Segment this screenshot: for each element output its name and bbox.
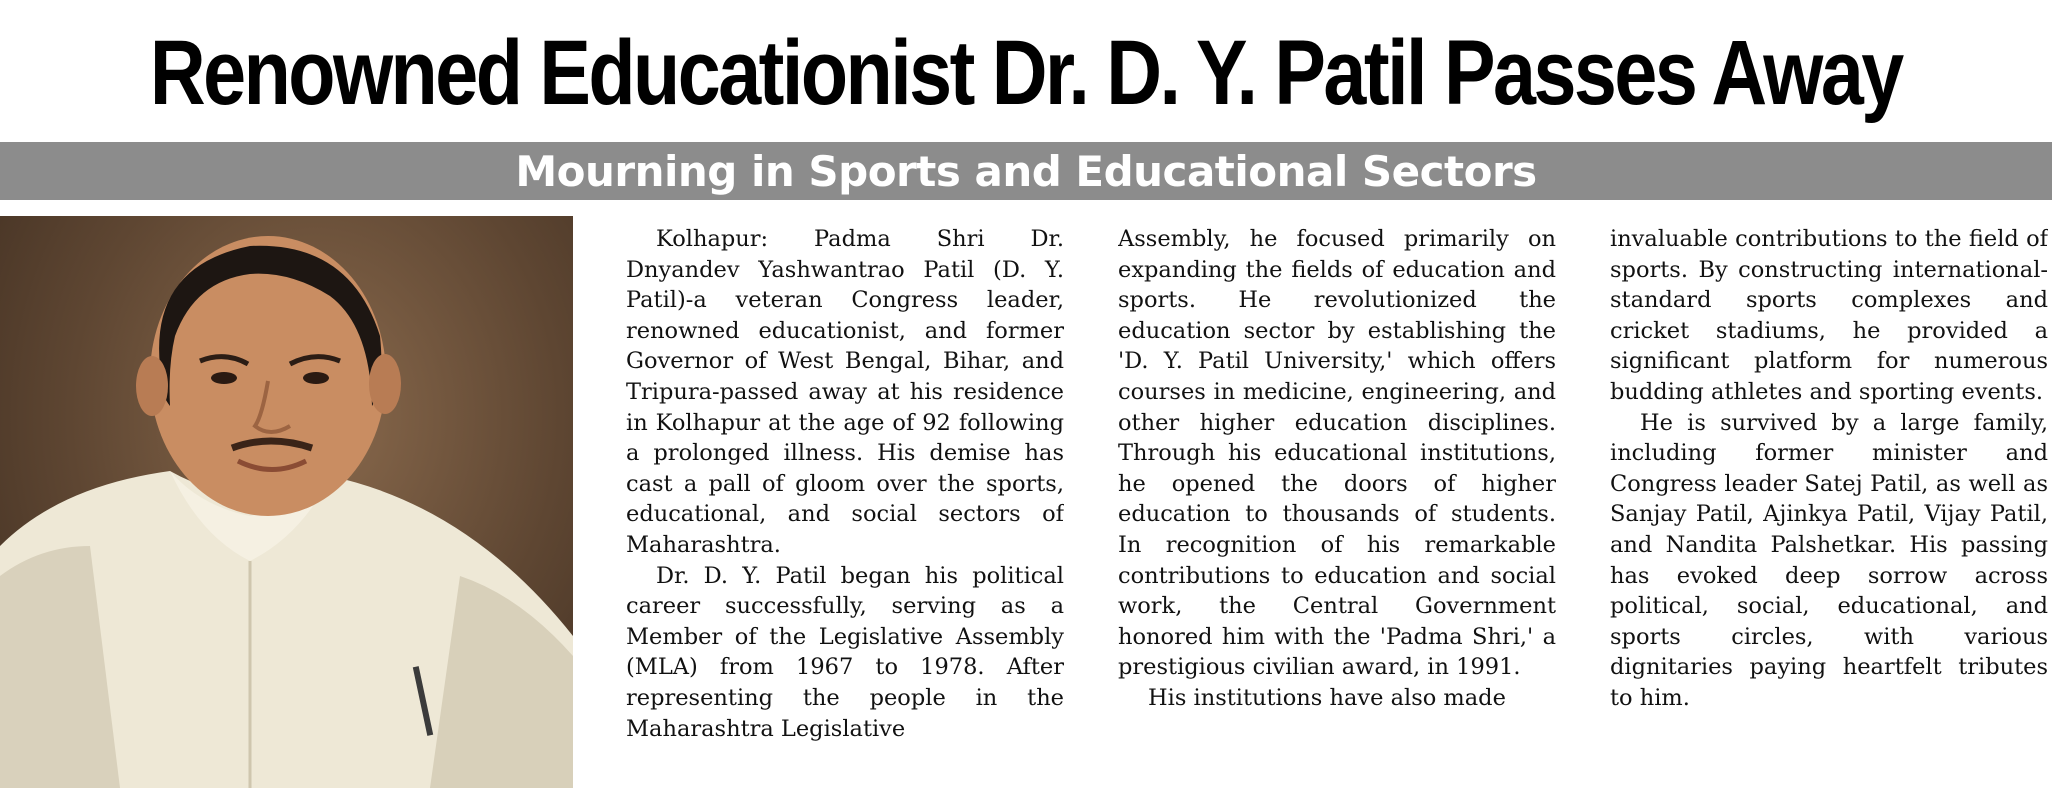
article-paragraph: His institutions have also made — [1148, 684, 1506, 711]
article-column-3 — [1610, 224, 2048, 784]
article-paragraph: invaluable contributions to the field of sports. By constructing international-standard sports complexes and cricket stadiums, he provided a significant platform for numerous budding athletes and sporting events. — [1610, 226, 2048, 405]
subheadline: Mourning in Sports and Educational Sectors — [515, 146, 1537, 196]
article-paragraph: Kolhapur: Padma Shri Dr. Dnyandev Yashwantrao Patil (D. Y. Patil)-a veteran Congress leader, renowned educationist, and former Governor of West Bengal, Bihar, and Tripura-passed away at his residence in Kolhapur at the age of 92 following a prolonged illness. His demise has cast a pall of gloom over the sports, educational, and social sectors of Maharashtra. — [626, 226, 1064, 558]
headline: Renowned Educationist Dr. D. Y. Patil Passes Away — [150, 21, 1902, 124]
subheadline-bar — [0, 142, 2052, 200]
article-paragraph: Dr. D. Y. Patil began his political career successfully, serving as a Member of the Legislative Assembly (MLA) from 1967 to 1978. After representing the people in the Maharashtra Legislative — [626, 562, 1064, 742]
article-column-1 — [626, 224, 1064, 784]
article-column-2 — [1118, 224, 1556, 784]
portrait-illustration — [0, 216, 573, 788]
portrait-photo — [0, 216, 573, 788]
article-paragraph: Assembly, he focused primarily on expanding the fields of education and sports. He revolutionized the education sector by establishing the 'D. Y. Patil University,' which offers courses in medicine, engineering, and other higher education disciplines. Through his educational institutions, he opened the doors of higher education to thousands of students. In recognition of his remarkable contributions to education and social work, the Central Government honored him with the 'Padma Shri,' a prestigious civilian award, in 1991. — [1118, 226, 1556, 681]
headline-banner — [0, 14, 2052, 132]
article-paragraph: He is survived by a large family, including former minister and Congress leader Satej Patil, as well as Sanjay Patil, Ajinkya Patil, Vijay Patil, and Nandita Palshetkar. His passing has evoked deep sorrow across political, social, educational, and sports circles, with various dignitaries paying heartfelt tributes to him. — [1610, 409, 2048, 711]
